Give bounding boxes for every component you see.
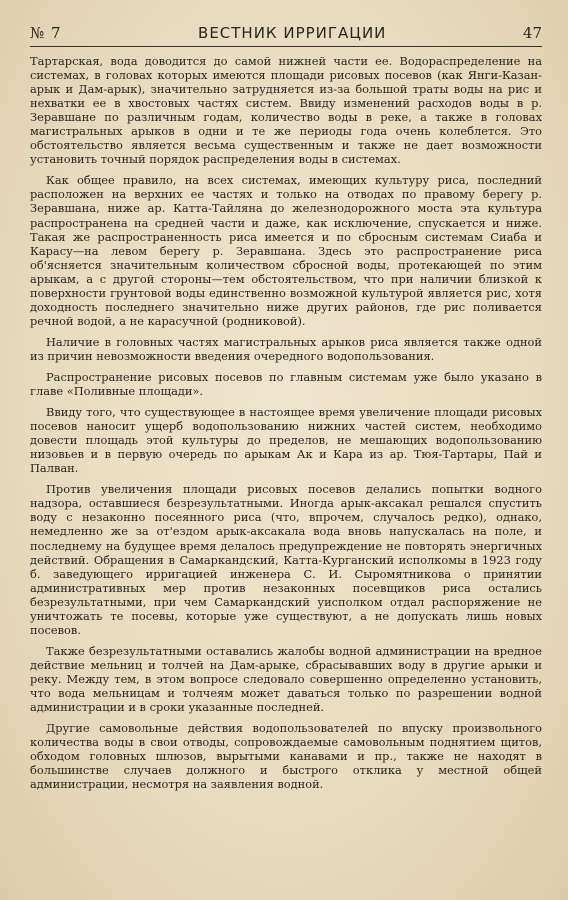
paragraph-5: Ввиду того, что существующее в настоящее время увеличение площади рисовых посевов наносит ущерб водопользованию нижних частей систем, необходимо довести площадь этой культуры до пределов, не мешающих водопользованию низовьев и в первую очередь по арыкам Ак и Кара из ар. Тюя-Тартары, Пай и Палван. (30, 405, 542, 476)
journal-title: ВЕСТНИК ИРРИГАЦИИ (198, 24, 387, 42)
paragraph-3: Наличие в головных частях магистральных арыков риса является также одной из причин невозможности введения очередного водопользования. (30, 334, 542, 363)
paragraph-2: Как общее правило, на всех системах, имеющих культуру риса, последний расположен на верхних ее частях и только на отводах по правому берегу р. Зеравшана, ниже ар. Катта-Тайляна до железнодорожного моста эта культура распространена на средней части и даже, как исключение, спускается и ниже. Такая же распространенность риса имеется и по сбросным системам Сиаба и Карасу—на левом берегу р. Зеравшана. Здесь это распространение риса об'ясняется значительным количеством сбросной воды, протекающей по этим арыкам, а с другой стороны—тем обстоятельством, что при наличии близкой к поверхности грунтовой воды единственно возможной культурой является рис, хотя доходность последнего значительно ниже других районов, где рис поливается речной водой, а не карасучной (родниковой). (30, 173, 542, 328)
paragraph-1: Тартарская, вода доводится до самой нижней части ее. Водораспределение на системах, в головах которых имеются площади рисовых посевов (как Янги-Казан-арык и Дам-арык), значительно затрудняется из-за большой траты воды на рис и нехватки ее в хвостовых частях систем. Ввиду изменений расходов воды в р. Зеравшане по различным годам, количество воды в реке, а также в головах магистральных арыков в одни и те же периоды года очень колеблется. Это обстоятельство является весьма существенным и также не дает возможности установить точный порядок распределения воды в системах. (30, 54, 542, 167)
page-header (30, 20, 542, 47)
paragraph-6: Против увеличения площади рисовых посевов делались попытки водного надзора, оставшиеся безрезультатными. Иногда арык-аксакал решался спустить воду с незаконно посеянного риса (что, впрочем, случалось редко), однако, немедленно же за от'ездом арык-аксакала вода вновь напускалась на поле, и последнему на будущее время делалось предупреждение не повторять энергичных действий. Обращения в Самаркандский, Катта-Курганский исполкомы в 1923 году б. заведующего ирригацией инженера С. И. Сыромятникова о принятии административных мер против незаконных посевщиков риса остались безрезультатными, при чем Самаркандский уисполком отдал распоряжение не уничтожать те посевы, которые уже существуют, а не допускать лишь новых посевов. (30, 482, 542, 637)
issue-number: № 7 (30, 24, 62, 42)
paragraph-7: Также безрезультатными оставались жалобы водной администрации на вредное действие мельниц и толчей на Дам-арыке, сбрасывавших воду в другие арыки и реку. Между тем, в этом вопросе следовало совершенно определенно установить, что вода мельницам и толчеям может даваться только по разрешении водной администрации и в сроки указанные последней. (30, 643, 542, 715)
paragraph-4: Распространение рисовых посевов по главным системам уже было указано в главе «Поливные площади». (30, 369, 542, 399)
paragraph-8: Другие самовольные действия водопользователей по впуску произвольного количества воды в свои отводы, сопровождаемые самовольным поднятием щитов, обходом головных шлюзов, вырытыми канавами и пр., также не находят в большинстве случаев должного и быстрого отклика у местной общей администрации, несмотря на заявления водной. (30, 721, 542, 792)
page-number: 47 (522, 24, 542, 42)
article-body (30, 54, 542, 798)
